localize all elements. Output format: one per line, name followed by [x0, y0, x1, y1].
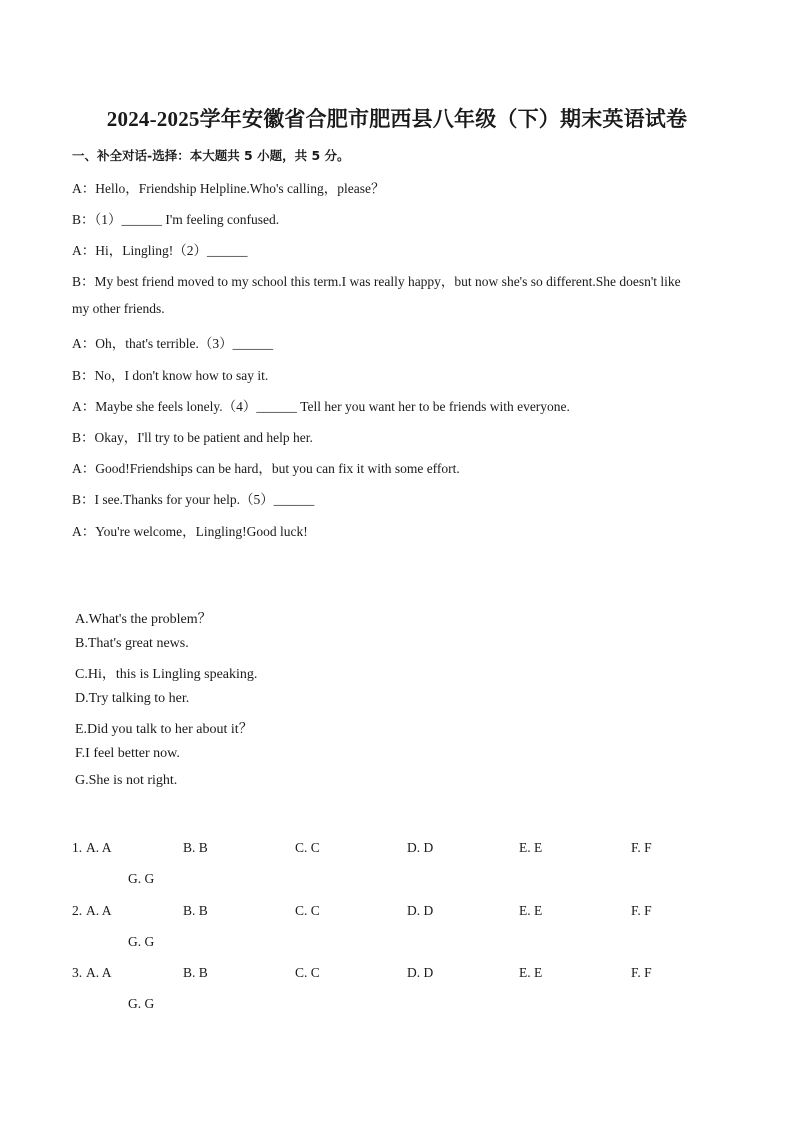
dialogue-line: my other friends. — [72, 301, 165, 316]
option-e: E.Did you talk to her about it？ — [75, 722, 253, 737]
dialogue-line: A：Hi，Lingling!（2）______ — [72, 243, 248, 258]
choice-a[interactable]: A. A — [86, 840, 112, 855]
choice-e[interactable]: E. E — [519, 840, 543, 855]
section-heading: 一、补全对话-选择：本大题共 5 小题，共 5 分。 — [72, 148, 350, 163]
choice-b[interactable]: B. B — [183, 903, 208, 918]
choice-a[interactable]: A. A — [86, 965, 112, 980]
choice-e[interactable]: E. E — [519, 903, 543, 918]
choice-g[interactable]: G. G — [128, 871, 155, 886]
option-a: A.What's the problem？ — [75, 612, 212, 627]
dialogue-line: A：You're welcome，Lingling!Good luck! — [72, 524, 308, 539]
choice-d[interactable]: D. D — [407, 965, 434, 980]
option-c: C.Hi，this is Lingling speaking. — [75, 667, 258, 682]
choice-f[interactable]: F. F — [631, 903, 652, 918]
question-3-row-cont — [72, 996, 752, 1016]
choice-c[interactable]: C. C — [295, 840, 320, 855]
choice-c[interactable]: C. C — [295, 903, 320, 918]
choice-e[interactable]: E. E — [519, 965, 543, 980]
dialogue-line: A：Oh，that's terrible.（3）______ — [72, 336, 274, 351]
question-2-row-cont — [72, 934, 752, 954]
question-number: 1. — [72, 840, 83, 855]
choice-f[interactable]: F. F — [631, 840, 652, 855]
dialogue-line: B：My best friend moved to my school this term.I was really happy，but now she's so different.She doesn't like — [72, 274, 681, 289]
question-2-row — [72, 903, 752, 923]
option-b: B.That's great news. — [75, 636, 189, 651]
choice-b[interactable]: B. B — [183, 840, 208, 855]
choice-g[interactable]: G. G — [128, 934, 155, 949]
choice-d[interactable]: D. D — [407, 903, 434, 918]
dialogue-line: B：（1）______ I'm feeling confused. — [72, 212, 280, 227]
dialogue-line: B：I see.Thanks for your help.（5）______ — [72, 492, 315, 507]
dialogue-line: B：Okay，I'll try to be patient and help her. — [72, 430, 313, 445]
option-g: G.She is not right. — [75, 773, 178, 788]
question-number: 2. — [72, 903, 83, 918]
dialogue-line: A：Good!Friendships can be hard，but you can fix it with some effort. — [72, 461, 460, 476]
dialogue-line: A：Maybe she feels lonely.（4）______ Tell her you want her to be friends with everyone. — [72, 399, 570, 414]
option-d: D.Try talking to her. — [75, 691, 190, 706]
question-1-row — [72, 840, 752, 860]
question-1-row-cont — [72, 871, 752, 891]
dialogue-line: B：No，I don't know how to say it. — [72, 368, 269, 383]
option-f: F.I feel better now. — [75, 746, 180, 761]
choice-b[interactable]: B. B — [183, 965, 208, 980]
dialogue-line: A：Hello，Friendship Helpline.Who's calling，please？ — [72, 181, 385, 196]
choice-d[interactable]: D. D — [407, 840, 434, 855]
choice-c[interactable]: C. C — [295, 965, 320, 980]
choice-a[interactable]: A. A — [86, 903, 112, 918]
question-3-row — [72, 965, 752, 985]
question-number: 3. — [72, 965, 83, 980]
choice-f[interactable]: F. F — [631, 965, 652, 980]
choice-g[interactable]: G. G — [128, 996, 155, 1011]
page-title: 2024-2025学年安徽省合肥市肥西县八年级（下）期末英语试卷 — [106, 107, 688, 131]
